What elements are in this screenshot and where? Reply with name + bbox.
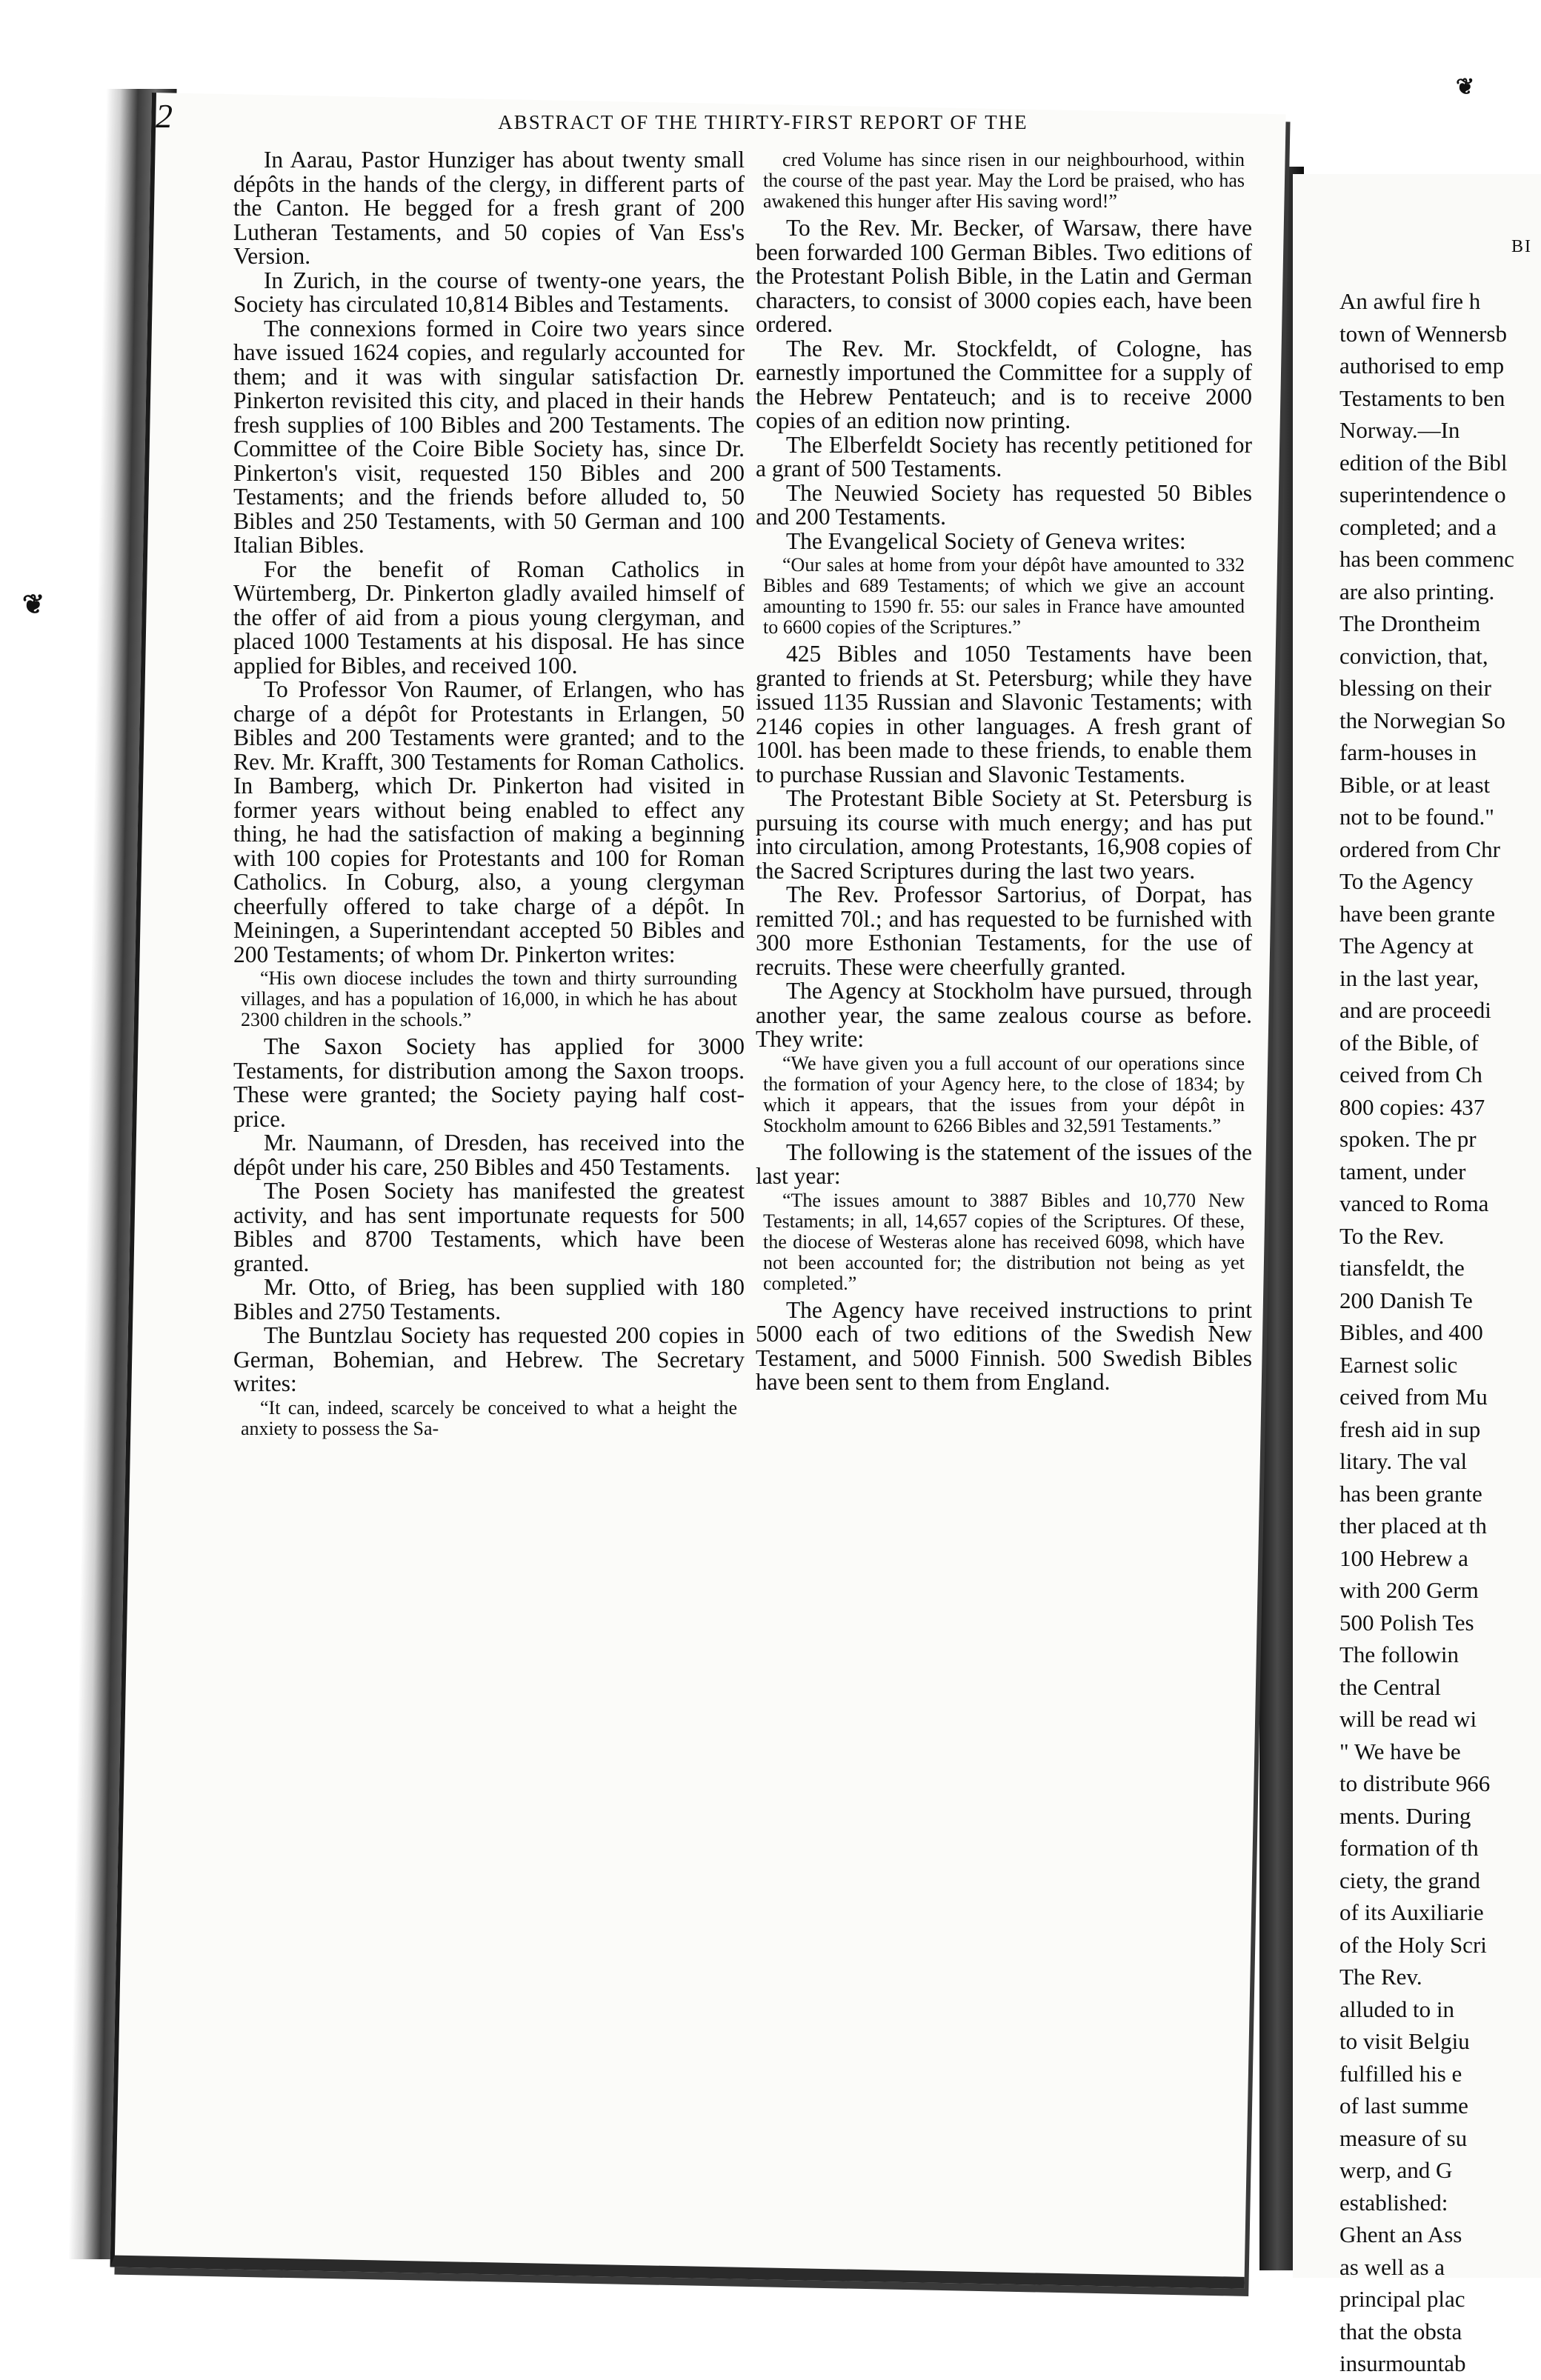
paragraph: The Rev. Mr. Stockfeldt, of Cologne, has earnestly importuned the Committee for a supply of the Hebrew Pentateuch; and is to receive 2000 copies of an edition now printing. bbox=[756, 335, 1252, 433]
facing-page-line: and are proceedi bbox=[1339, 997, 1491, 1023]
paragraph: The Buntzlau Society has requested 200 copies in German, Bohemian, and Hebrew. The Secretary writes: bbox=[233, 1322, 745, 1396]
facing-page-line: Testaments to ben bbox=[1339, 384, 1505, 411]
paragraph: Mr. Naumann, of Dresden, has received into the dépôt under his care, 250 Bibles and 450 Testaments. bbox=[233, 1130, 745, 1180]
paragraph: The Agency at Stockholm have pursued, through another year, the same zealous course as before. They write: bbox=[756, 978, 1252, 1052]
facing-page-line: tament, under bbox=[1339, 1158, 1466, 1184]
facing-page-running-head: BI bbox=[1511, 237, 1532, 256]
facing-page-line: to visit Belgiu bbox=[1339, 2028, 1470, 2054]
paragraph: Mr. Otto, of Brieg, has been supplied with 180 Bibles and 2750 Testaments. bbox=[233, 1274, 745, 1324]
facing-page-line: alluded to in bbox=[1339, 1996, 1454, 2022]
facing-page-line: has been commenc bbox=[1339, 546, 1514, 572]
facing-page-line: edition of the Bibl bbox=[1339, 449, 1508, 476]
facing-page-line: 500 Polish Tes bbox=[1339, 1609, 1474, 1636]
facing-page-line: in the last year, bbox=[1339, 964, 1480, 991]
facing-page-line: The Agency at bbox=[1339, 933, 1474, 959]
paragraph: The following is the statement of the issues of the last year: bbox=[756, 1139, 1252, 1189]
facing-page-line: fresh aid in sup bbox=[1339, 1416, 1481, 1442]
quoted-passage: cred Volume has since risen in our neighbourhood, within the course of the past year. May the Lord be praised, who has awakened this hunger after His saving word!” bbox=[763, 149, 1245, 212]
facing-page-line: of the Holy Scri bbox=[1339, 1931, 1487, 1958]
facing-page-line: of its Auxiliarie bbox=[1339, 1899, 1484, 1925]
quoted-passage: “Our sales at home from your dépôt have amounted to 332 Bibles and 689 Testaments; of which we give an account amounting to 1590 fr. 55: our sales in France have amounted to 6600 copies of the Scriptures.” bbox=[763, 554, 1245, 638]
facing-page-line: 200 Danish Te bbox=[1339, 1287, 1473, 1313]
facing-page-line: insurmountab bbox=[1339, 2350, 1466, 2376]
facing-page-line: ceived from Mu bbox=[1339, 1384, 1488, 1410]
facing-page-line: ther placed at th bbox=[1339, 1513, 1487, 1539]
paragraph: In Aarau, Pastor Hunziger has about twenty small dépôts in the hands of the clergy, in different parts of the Canton. He begged for a fresh grant of 200 Lutheran Testaments, and 50 copies of Van Ess's Version. bbox=[233, 147, 745, 269]
facing-page-line: To the Agency bbox=[1339, 868, 1474, 894]
facing-page-line: formation of th bbox=[1339, 1835, 1479, 1861]
facing-page-line: The Drontheim bbox=[1339, 610, 1481, 636]
facing-page-line: established: bbox=[1339, 2189, 1448, 2216]
paragraph: 425 Bibles and 1050 Testaments have been granted to friends at St. Petersburg; while they have issued 1135 Russian and Slavonic Testaments; with 2146 copies in other languages. A fresh grant of 100l. has been made to these friends, to enable them to purchase Russian and Slavonic Testaments. bbox=[756, 641, 1252, 787]
ink-speck-left: ❦ bbox=[22, 590, 45, 619]
facing-page-line: ciety, the grand bbox=[1339, 1867, 1480, 1893]
paragraph: The connexions formed in Coire two years since have issued 1624 copies, and regularly accounted for them; and it was with singular satisfaction Dr. Pinkerton revisited this city, and placed in their hands fresh supplies of 100 Bibles and 200 Testaments. The Committee of the Coire Bible Society has, since Dr. Pinkerton's visit, requested 150 Bibles and 200 Testaments; and the friends before alluded to, 50 Bibles and 250 Testaments, with 50 German and 100 Italian Bibles. bbox=[233, 315, 745, 558]
paragraph: To the Rev. Mr. Becker, of Warsaw, there have been forwarded 100 German Bibles. Two editions of the Protestant Polish Bible, in the Latin and German characters, to consist of 3000 copies each, have been ordered. bbox=[756, 215, 1252, 337]
facing-page-line: have been grante bbox=[1339, 900, 1495, 927]
paragraph: The Posen Society has manifested the greatest activity, and has sent importunate requests for 500 Bibles and 8700 Testaments, which have been granted. bbox=[233, 1178, 745, 1276]
facing-page-line: are also printing. bbox=[1339, 578, 1495, 604]
facing-page-line: litary. The val bbox=[1339, 1448, 1468, 1474]
facing-page-line: that the obsta bbox=[1339, 2318, 1462, 2344]
facing-page-line: Ghent an Ass bbox=[1339, 2221, 1462, 2247]
paragraph: To Professor Von Raumer, of Erlangen, who has charge of a dépôt for Protestants in Erlangen, 50 Bibles and 200 Testaments were granted; and to the Rev. Mr. Krafft, 300 Testaments for Roman Catholics. In Bamberg, which Dr. Pinkerton had visited in former years without being enabled to effect any thing, he had the satisfaction of making a beginning with 100 copies for Protestants and 100 for Roman Catholics. In Coburg, also, a young clergyman cheerfully offered to take charge of a dépôt. In Meiningen, a Superintendant accepted 50 Bibles and 200 Testaments; of whom Dr. Pinkerton writes: bbox=[233, 676, 745, 967]
facing-page-line: not to be found." bbox=[1339, 804, 1494, 830]
facing-page-line: conviction, that, bbox=[1339, 642, 1488, 669]
facing-page-line: town of Wennersb bbox=[1339, 320, 1507, 347]
paragraph: For the benefit of Roman Catholics in Würtemberg, Dr. Pinkerton gladly availed himself of the offer of aid from a pious young clergyman, and placed 1000 Testaments at his disposal. He has since applied for Bibles, and received 100. bbox=[233, 556, 745, 679]
facing-page-line: Earnest solic bbox=[1339, 1351, 1458, 1378]
facing-page-line: measure of su bbox=[1339, 2124, 1468, 2151]
paragraph: The Agency have received instructions to print 5000 each of two editions of the Swedish New Testament, and 5000 Finnish. 500 Swedish Bibles have been sent to them from England. bbox=[756, 1296, 1252, 1395]
facing-page-line: Bibles, and 400 bbox=[1339, 1319, 1483, 1345]
facing-page-text bbox=[1339, 285, 1541, 2380]
facing-page-line: completed; and a bbox=[1339, 513, 1497, 540]
paragraph: The Evangelical Society of Geneva writes: bbox=[785, 527, 1186, 554]
facing-page-line: 800 copies: 437 bbox=[1339, 1093, 1485, 1120]
facing-page-line: superintendence o bbox=[1339, 481, 1506, 507]
facing-page-line: blessing on their bbox=[1339, 675, 1491, 701]
facing-page-line: the Central bbox=[1339, 1673, 1441, 1700]
facing-page-line: " We have be bbox=[1339, 1738, 1461, 1764]
facing-page-line: ments. During bbox=[1339, 1802, 1471, 1829]
facing-page-line: of last summe bbox=[1339, 2093, 1468, 2119]
quoted-passage: “The issues amount to 3887 Bibles and 10,770 New Testaments; in all, 14,657 copies of the Scriptures. Of these, the diocese of Westeras alone has received 6098, which have not been accounted for; the distribution not being as yet completed.” bbox=[763, 1189, 1245, 1294]
facing-page-line: To the Rev. bbox=[1339, 1222, 1445, 1249]
paragraph: In Zurich, in the course of twenty-one years, the Society has circulated 10,814 Bibles and Testaments. bbox=[233, 267, 745, 317]
facing-page-line: ceived from Ch bbox=[1339, 1061, 1482, 1087]
facing-page-line: to distribute 966 bbox=[1339, 1770, 1491, 1796]
facing-page-line: tiansfeldt, the bbox=[1339, 1255, 1465, 1281]
ink-speck-right: ❦ bbox=[1456, 75, 1475, 99]
facing-page-line: spoken. The pr bbox=[1339, 1126, 1477, 1152]
facing-page-line: The Rev. bbox=[1339, 1964, 1422, 1990]
quoted-passage: “His own diocese includes the town and thirty surrounding villages, and has a population of 16,000, in which he has about 2300 children in the schools.” bbox=[241, 967, 737, 1030]
facing-page-line: of the Bible, of bbox=[1339, 1029, 1479, 1056]
paragraph: The Elberfeldt Society has recently petitioned for a grant of 500 Testaments. bbox=[756, 431, 1252, 481]
paragraph: The Protestant Bible Society at St. Petersburg is pursuing its course with much energy; and has put into circulation, among Protestants, 16,908 copies of the Sacred Scriptures during the last two years. bbox=[756, 785, 1252, 884]
facing-page-line: 100 Hebrew a bbox=[1339, 1544, 1468, 1571]
facing-page-line: has been grante bbox=[1339, 1480, 1482, 1507]
facing-page-line: ordered from Chr bbox=[1339, 836, 1500, 862]
paragraph: The Neuwied Society has requested 50 Bibles and 200 Testaments. bbox=[756, 479, 1252, 530]
facing-page-line: the Norwegian So bbox=[1339, 707, 1505, 733]
running-head: ABSTRACT OF THE THIRTY-FIRST REPORT OF THE bbox=[498, 111, 1028, 133]
facing-page-line: Bible, or at least bbox=[1339, 771, 1491, 798]
facing-page-line: as well as a bbox=[1339, 2253, 1445, 2280]
facing-page-line: with 200 Germ bbox=[1339, 1577, 1479, 1603]
facing-page-line: vanced to Roma bbox=[1339, 1190, 1489, 1216]
facing-page-line: will be read wi bbox=[1339, 1706, 1477, 1732]
facing-page-line: fulfilled his e bbox=[1339, 2060, 1462, 2087]
quoted-passage: “It can, indeed, scarcely be conceived to what a height the anxiety to possess the Sa- bbox=[241, 1396, 737, 1439]
facing-page-line: authorised to emp bbox=[1339, 353, 1505, 379]
facing-page-line: principal plac bbox=[1339, 2286, 1465, 2312]
page-number: 2 bbox=[156, 97, 173, 135]
facing-page-line: werp, and G bbox=[1339, 2157, 1453, 2183]
facing-page-line: An awful fire h bbox=[1339, 288, 1481, 314]
text-column-right bbox=[756, 148, 1252, 1395]
paragraph: The Rev. Professor Sartorius, of Dorpat, has remitted 70l.; and has requested to be furnished with 300 more Esthonian Testaments, for the use of recruits. These were cheerfully granted. bbox=[756, 881, 1252, 980]
text-column-left bbox=[233, 148, 745, 1444]
facing-page-line: Norway.—In bbox=[1339, 417, 1460, 443]
facing-page-line: farm-houses in bbox=[1339, 739, 1477, 765]
facing-page-line: The followin bbox=[1339, 1641, 1459, 1667]
quoted-passage: “We have given you a full account of our operations since the formation of your Agency here, to the close of 1834; by which it appears, that the issues from your dépôt in Stockholm amount to 6266 Bibles and 32,591 Testaments.” bbox=[763, 1052, 1245, 1136]
paragraph: The Saxon Society has applied for 3000 Testaments, for distribution among the Saxon troops. These were granted; the Society paying half cost-price. bbox=[233, 1033, 745, 1132]
